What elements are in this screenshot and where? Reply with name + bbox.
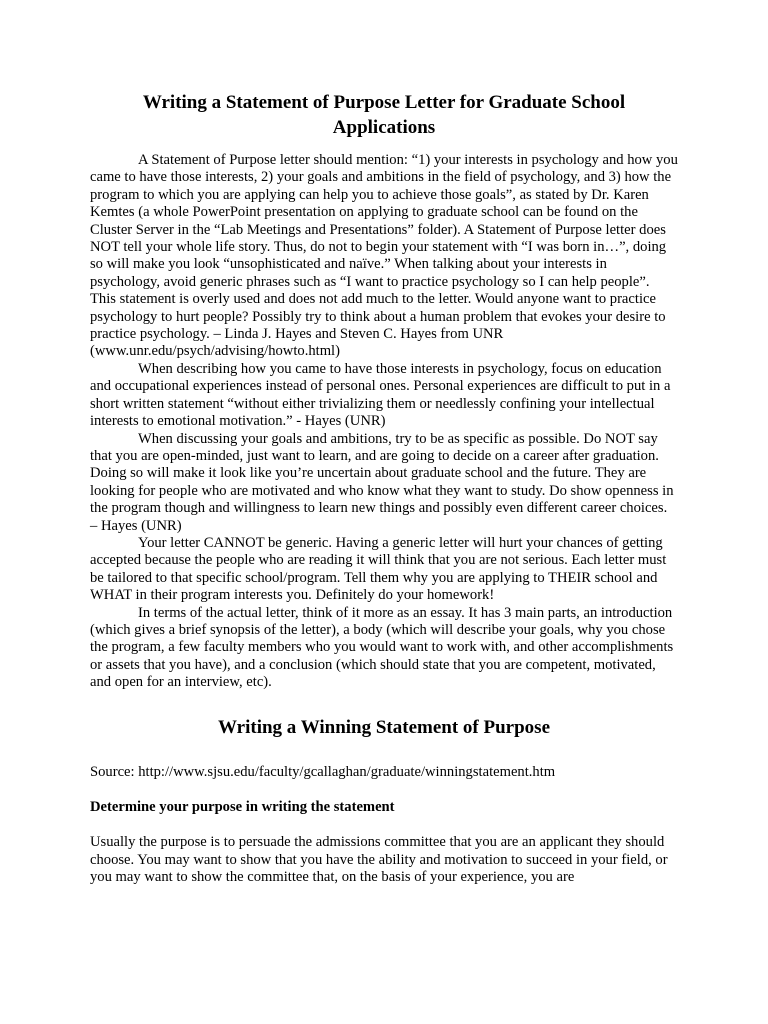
paragraph-2: When describing how you came to have those interests in psychology, focus on education and occupational experiences instead of personal ones. Personal experiences are difficult to put in a short written statement “without either trivializing them or needlessly confining your intellectual interests to emotional motivation.” - Hayes (UNR) bbox=[90, 360, 671, 430]
section-body-paragraph: Usually the purpose is to persuade the admissions committee that you are an applicant they should choose. You may want to show that you have the ability and motivation to succeed in your field, or you may want to show the committee that, on the basis of your experience, you are bbox=[90, 834, 668, 886]
paragraph-4: Your letter CANNOT be generic. Having a generic letter will hurt your chances of getting accepted because the people who are reading it will think that you are not serious. Each letter must be tailored to that specific school/program. Tell them why you are applying to THEIR school and WHAT in their program interests you. Definitely do your homework! bbox=[90, 534, 667, 604]
paragraph-3: When discussing your goals and ambitions, try to be as specific as possible. Do NOT say that you are open-minded, just want to learn, and are going to decide on a career after graduation. Doing so will make it look like you’re uncertain about graduate school and the future. They are looking for people who are motivated and who know what they want to study. Do show openness in the program though and willingness to learn new things and possibly even different career choices. – Hayes (UNR) bbox=[90, 430, 674, 534]
section-heading: Writing a Winning Statement of Purpose bbox=[218, 716, 550, 738]
source-line: Source: http://www.sjsu.edu/faculty/gcallaghan/graduate/winningstatement.htm bbox=[90, 763, 556, 780]
subheading: Determine your purpose in writing the statement bbox=[90, 799, 395, 815]
document-title: Writing a Statement of Purpose Letter for Graduate School Applications bbox=[142, 92, 626, 138]
paragraph-1: A Statement of Purpose letter should mention: “1) your interests in psychology and how you came to have those interests, 2) your goals and ambitions in the field of psychology, and 3) how the program to which you are applying can help you to achieve those goals”, as stated by Dr. Karen Kemtes (a whole PowerPoint presentation on applying to graduate school can be found on the Cluster Server in the “Lab Meetings and Presentations” folder). A Statement of Purpose letter does NOT tell your whole life story. Thus, do not to begin your statement with “I was born in…”, doing so will make you look “unsophisticated and naïve.” When talking about your interests in psychology, avoid generic phrases such as “I want to practice psychology so I can help people”. This statement is overly used and does not add much to the letter. Would anyone want to practice psychology to hurt people? Possibly try to think about a human problem that evokes your desire to practice psychology. – Linda J. Hayes and Steven C. Hayes from UNR (www.unr.edu/psych/advising/howto.html) bbox=[90, 152, 678, 360]
paragraph-5: In terms of the actual letter, think of it more as an essay. It has 3 main parts, an introduction (which gives a brief synopsis of the letter), a body (which will describe your goals, why you chose the program, a few faculty members who you would want to work with, and other accomplishments or assets that you have), and a conclusion (which should state that you are competent, motivated, and open for an interview, etc). bbox=[90, 604, 674, 691]
